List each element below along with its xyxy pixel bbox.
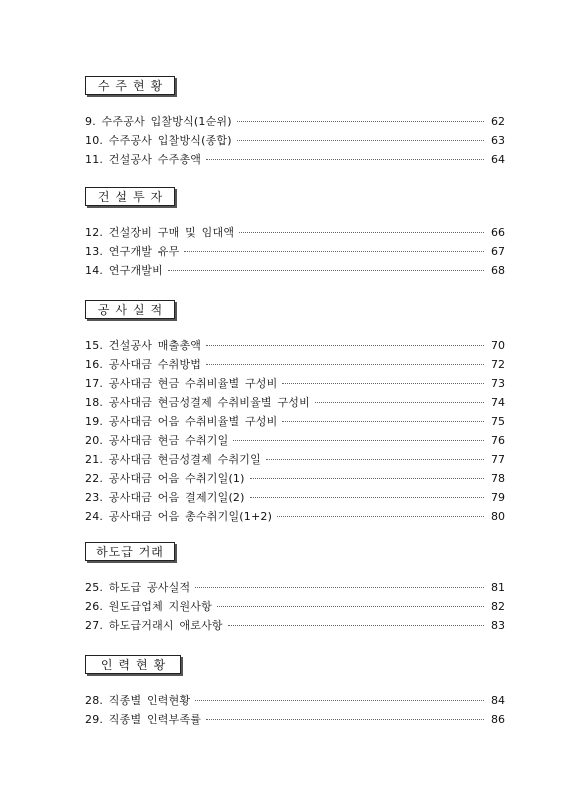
toc-entry[interactable] — [85, 691, 505, 710]
toc-entry[interactable] — [85, 261, 505, 280]
toc-entry-label: 23. 공사대금 어음 결제기일(2) — [85, 491, 245, 504]
toc-entry-page: 80 — [491, 510, 505, 523]
section-workforce-status — [85, 654, 505, 729]
toc-entry-page: 82 — [491, 600, 505, 613]
toc-entry-label: 29. 직종별 인력부족률 — [85, 713, 202, 726]
toc-entry[interactable] — [85, 450, 505, 469]
toc-entry-label: 18. 공사대금 현금성결제 수취비율별 구성비 — [85, 396, 310, 409]
toc-entry-label: 21. 공사대금 현금성결제 수취기일 — [85, 453, 261, 466]
dot-leader — [315, 402, 484, 403]
section-order-status — [85, 75, 505, 169]
section-title: 하도급 거래 — [85, 542, 175, 561]
dot-leader — [239, 232, 484, 233]
toc-entry-page: 67 — [491, 245, 505, 258]
section-title: 건설투자 — [85, 187, 175, 206]
dot-leader — [195, 700, 484, 701]
toc-entry-page: 75 — [491, 415, 505, 428]
dot-leader — [282, 421, 484, 422]
toc-entry[interactable] — [85, 336, 505, 355]
toc-entry[interactable] — [85, 242, 505, 261]
toc-entry-page: 66 — [491, 226, 505, 239]
dot-leader — [217, 606, 484, 607]
toc-entry[interactable] — [85, 710, 505, 729]
toc-entry-label: 9. 수주공사 입찰방식(1순위) — [85, 115, 232, 128]
toc-entry-page: 62 — [491, 115, 505, 128]
toc-list — [85, 112, 505, 169]
toc-entry-label: 14. 연구개발비 — [85, 264, 163, 277]
dot-leader — [266, 459, 484, 460]
toc-list — [85, 223, 505, 280]
toc-entry[interactable] — [85, 469, 505, 488]
dot-leader — [237, 121, 484, 122]
dot-leader — [277, 516, 484, 517]
toc-entry-label: 16. 공사대금 수취방법 — [85, 358, 202, 371]
toc-entry[interactable] — [85, 597, 505, 616]
dot-leader — [206, 719, 484, 720]
dot-leader — [282, 383, 484, 384]
dot-leader — [206, 345, 484, 346]
toc-entry[interactable] — [85, 355, 505, 374]
dot-leader — [184, 251, 484, 252]
toc-entry-label: 25. 하도급 공사실적 — [85, 581, 191, 594]
toc-entry-label: 26. 원도급업체 지원사항 — [85, 600, 212, 613]
toc-entry[interactable] — [85, 374, 505, 393]
toc-entry[interactable] — [85, 616, 505, 635]
toc-entry[interactable] — [85, 112, 505, 131]
toc-entry-label: 20. 공사대금 현금 수취기일 — [85, 434, 229, 447]
dot-leader — [233, 440, 484, 441]
toc-entry[interactable] — [85, 431, 505, 450]
toc-entry-label: 12. 건설장비 구매 및 임대액 — [85, 226, 235, 239]
toc-entry-page: 78 — [491, 472, 505, 485]
section-title: 인력현황 — [85, 655, 181, 674]
toc-entry-label: 13. 연구개발 유무 — [85, 245, 180, 258]
toc-entry-label: 15. 건설공사 매출총액 — [85, 339, 202, 352]
toc-entry-page: 84 — [491, 694, 505, 707]
toc-entry-page: 70 — [491, 339, 505, 352]
toc-entry-page: 74 — [491, 396, 505, 409]
dot-leader — [206, 159, 484, 160]
toc-entry-page: 77 — [491, 453, 505, 466]
section-title: 공사실적 — [85, 300, 175, 319]
section-title: 수주현황 — [85, 76, 175, 95]
toc-entry-page: 79 — [491, 491, 505, 504]
toc-entry[interactable] — [85, 131, 505, 150]
toc-entry-label: 10. 수주공사 입찰방식(종합) — [85, 134, 232, 147]
dot-leader — [228, 625, 484, 626]
dot-leader — [195, 587, 484, 588]
toc-entry-page: 76 — [491, 434, 505, 447]
toc-entry-page: 86 — [491, 713, 505, 726]
toc-entry-page: 68 — [491, 264, 505, 277]
dot-leader — [237, 140, 484, 141]
toc-entry-page: 81 — [491, 581, 505, 594]
toc-entry[interactable] — [85, 412, 505, 431]
toc-entry-label: 24. 공사대금 어음 총수취기일(1+2) — [85, 510, 273, 523]
toc-entry-page: 72 — [491, 358, 505, 371]
toc-entry-label: 17. 공사대금 현금 수취비율별 구성비 — [85, 377, 278, 390]
dot-leader — [250, 497, 484, 498]
toc-entry-label: 11. 건설공사 수주총액 — [85, 153, 202, 166]
toc-entry-page: 63 — [491, 134, 505, 147]
toc-entry-page: 73 — [491, 377, 505, 390]
toc-entry[interactable] — [85, 507, 505, 526]
toc-entry[interactable] — [85, 578, 505, 597]
dot-leader — [206, 364, 484, 365]
toc-entry-label: 22. 공사대금 어음 수취기일(1) — [85, 472, 245, 485]
dot-leader — [168, 270, 484, 271]
section-construction-investment — [85, 186, 505, 280]
section-construction-results — [85, 299, 505, 526]
toc-entry-page: 64 — [491, 153, 505, 166]
toc-entry[interactable] — [85, 223, 505, 242]
toc-entry-label: 28. 직종별 인력현황 — [85, 694, 191, 707]
section-subcontracting — [85, 541, 505, 635]
toc-entry-label: 27. 하도급거래시 애로사항 — [85, 619, 223, 632]
toc-list — [85, 336, 505, 526]
toc-entry[interactable] — [85, 488, 505, 507]
dot-leader — [250, 478, 484, 479]
toc-entry[interactable] — [85, 393, 505, 412]
toc-entry-page: 83 — [491, 619, 505, 632]
toc-entry-label: 19. 공사대금 어음 수취비율별 구성비 — [85, 415, 278, 428]
toc-list — [85, 691, 505, 729]
toc-entry[interactable] — [85, 150, 505, 169]
toc-list — [85, 578, 505, 635]
